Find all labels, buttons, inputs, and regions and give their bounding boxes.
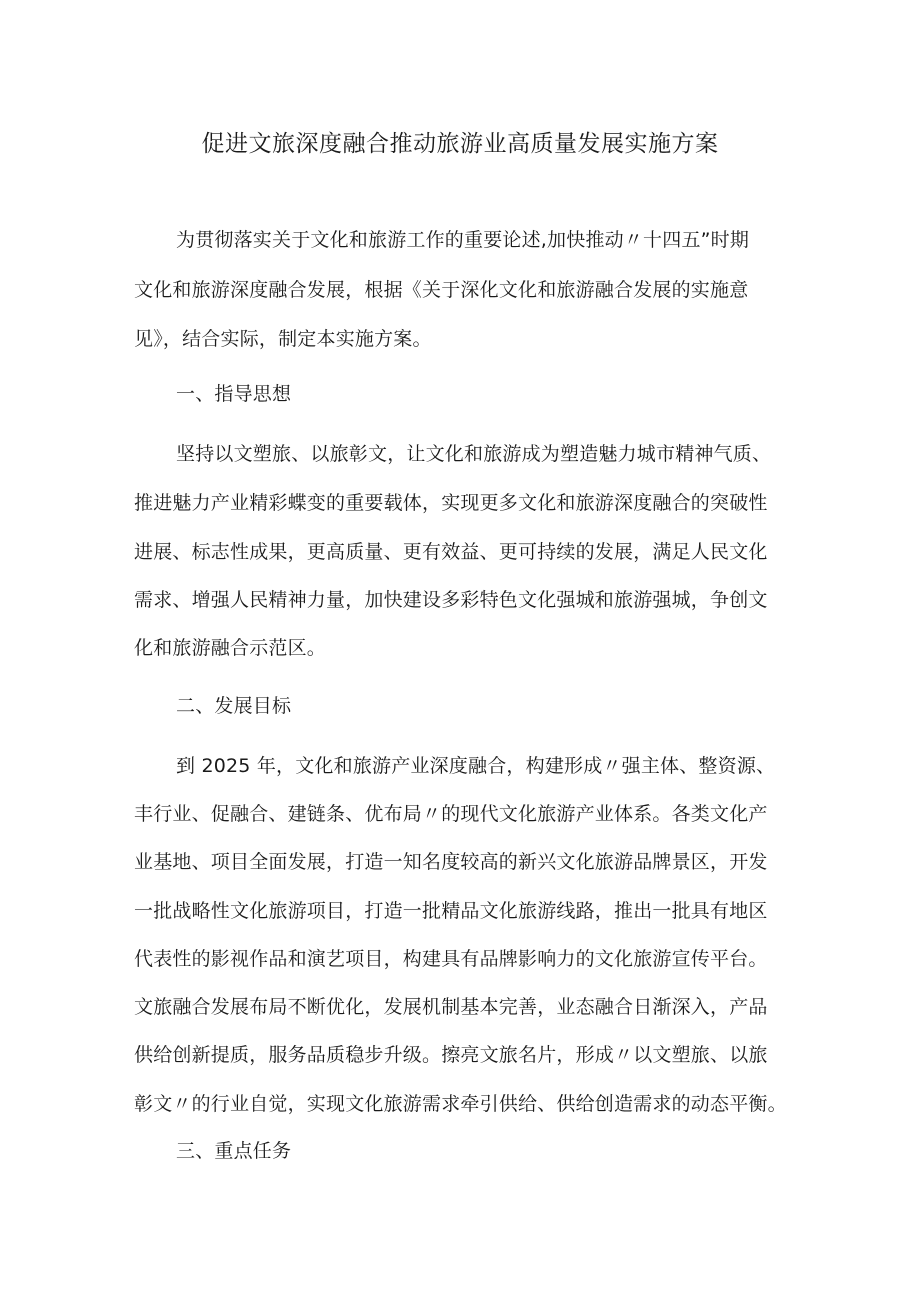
section-2-heading: 二、发展目标 <box>176 695 292 717</box>
section-1-heading: 一、指导思想 <box>176 383 292 405</box>
intro-line-3: 见》，结合实际，制定本实施方案。 <box>134 328 432 350</box>
intro-line-2: 文化和旅游深度融合发展，根据《关于深化文化和旅游融合发展的实施意 <box>134 279 749 301</box>
section-1-line-5: 化和旅游融合示范区。 <box>134 637 327 659</box>
section-2-line-7: 供给创新提质，服务品质稳步升级。擦亮文旅名片，形成〃以文塑旅、以旅 <box>134 1044 768 1066</box>
section-2-line-5: 代表性的影视作品和演艺项目，构建具有品牌影响力的文化旅游宣传平台。 <box>134 948 768 970</box>
section-2-line-3: 业基地、项目全面发展，打造一知名度较高的新兴文化旅游品牌景区，开发 <box>134 851 768 873</box>
intro-line-1: 为贯彻落实关于文化和旅游工作的重要论述,加快推动〃十四五”时期 <box>176 229 750 251</box>
section-3-heading: 三、重点任务 <box>176 1140 292 1162</box>
section-1-line-1: 坚持以文塑旅、以旅彰文，让文化和旅游成为塑造魅力城市精神气质、 <box>176 443 772 465</box>
section-2-line-2: 丰行业、促融合、建链条、优布局〃的现代文化旅游产业体系。各类文化产 <box>134 803 768 825</box>
section-2-line-1: 到 2025 年，文化和旅游产业深度融合，构建形成〃强主体、整资源、 <box>176 755 776 777</box>
section-2-line-4: 一批战略性文化旅游项目，打造一批精品文化旅游线路，推出一批具有地区 <box>134 900 768 922</box>
section-1-line-2: 推进魅力产业精彩蝶变的重要载体，实现更多文化和旅游深度融合的突破性 <box>134 492 768 514</box>
document-title: 促进文旅深度融合推动旅游业高质量发展实施方案 <box>201 131 719 157</box>
section-1-line-3: 进展、标志性成果，更高质量、更有效益、更可持续的发展，满足人民文化 <box>134 541 768 563</box>
section-1-line-4: 需求、增强人民精神力量，加快建设多彩特色文化强城和旅游强城，争创文 <box>134 589 768 611</box>
section-2-line-6: 文旅融合发展布局不断优化，发展机制基本完善，业态融合日渐深入，产品 <box>134 996 768 1018</box>
section-2-line-8: 彰文〃的行业自觉，实现文化旅游需求牵引供给、供给创造需求的动态平衡。 <box>134 1093 787 1115</box>
